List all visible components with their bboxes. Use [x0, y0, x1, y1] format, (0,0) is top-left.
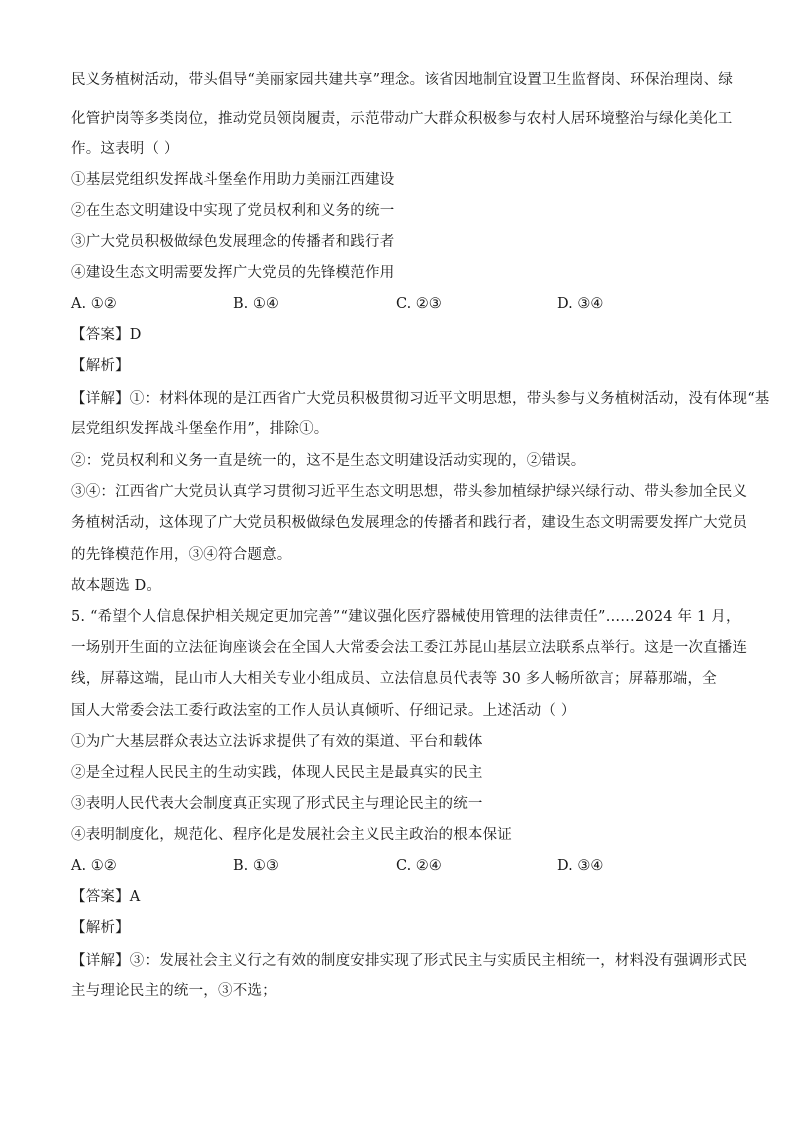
q4-statement-3: ③广大党员积极做绿色发展理念的传播者和践行者: [71, 234, 395, 250]
q4-statement-1: ①基层党组织发挥战斗堡垒作用助力美丽江西建设: [71, 172, 395, 188]
q4-option-d: D. ③④: [557, 296, 604, 312]
q4-analysis-label: 【解析】: [71, 358, 130, 374]
q4-detail-line-3: ②：党员权利和义务一直是统一的，这不是生态文明建设活动实现的，②错误。: [71, 453, 586, 469]
q5-stem-line-2: 一场别开生面的立法征询座谈会在全国人大常委会法工委江苏昆山基层立法联系点举行。这是一次直播连: [71, 640, 748, 656]
q4-detail-line-1: 【详解】①：材料体现的是江西省广大党员积极贯彻习近平文明思想，带头参与义务植树活动，没有体现“基: [71, 391, 770, 407]
q4-stem-line-3: 作。这表明（ ）: [71, 141, 179, 157]
q5-option-b: B. ①③: [233, 858, 279, 874]
q4-statement-2: ②在生态文明建设中实现了党员权利和义务的统一: [71, 203, 395, 219]
q5-detail-line-2: 主与理论民主的统一，③不选；: [71, 983, 277, 999]
q4-detail-line-6: 的先锋模范作用，③④符合题意。: [71, 547, 292, 563]
q4-stem-line-1: 民义务植树活动，带头倡导“美丽家园共建共享”理念。该省因地制宜设置卫生监督岗、环保治理岗、绿: [71, 72, 734, 88]
q5-analysis-label: 【解析】: [71, 920, 130, 936]
q4-statement-4: ④建设生态文明需要发挥广大党员的先锋模范作用: [71, 265, 395, 281]
q4-option-b: B. ①④: [233, 296, 279, 312]
q4-detail-line-2: 层党组织发挥战斗堡垒作用”，排除①。: [71, 421, 329, 437]
q5-option-c: C. ②④: [396, 858, 442, 874]
q4-stem-line-2: 化管护岗等多类岗位，推动党员领岗履责，示范带动广大群众积极参与农村人居环境整治与绿化美化工: [71, 111, 733, 127]
q5-detail-line-1: 【详解】③：发展社会主义行之有效的制度安排实现了形式民主与实质民主相统一，材料没有强调形式民: [71, 953, 748, 969]
q5-statement-4: ④表明制度化，规范化、程序化是发展社会主义民主政治的根本保证: [71, 827, 512, 843]
q4-detail-line-4: ③④：江西省广大党员认真学习贯彻习近平生态文明思想，带头参加植绿护绿兴绿行动、带头参加全民义: [71, 484, 748, 500]
q5-answer: 【答案】A: [71, 889, 141, 905]
q5-option-d: D. ③④: [557, 858, 604, 874]
q4-conclusion: 故本题选 D。: [71, 578, 162, 594]
q4-detail-line-5: 务植树活动，这体现了广大党员积极做绿色发展理念的传播者和践行者，建设生态文明需要发挥广大党员: [71, 515, 748, 531]
q4-option-c: C. ②③: [396, 296, 442, 312]
q5-stem-line-1: 5. “希望个人信息保护相关规定更加完善”“建议强化医疗器械使用管理的法律责任”……2024 年 1 月，: [71, 609, 741, 625]
q5-statement-3: ③表明人民代表大会制度真正实现了形式民主与理论民主的统一: [71, 796, 483, 812]
q5-stem-line-4: 国人大常委会法工委行政法室的工作人员认真倾听、仔细记录。上述活动（ ）: [71, 703, 576, 719]
q4-answer: 【答案】D: [71, 327, 142, 343]
q5-statement-1: ①为广大基层群众表达立法诉求提供了有效的渠道、平台和载体: [71, 734, 483, 750]
q5-option-a: A. ①②: [71, 858, 117, 874]
q5-stem-line-3: 线，屏幕这端，昆山市人大相关专业小组成员、立法信息员代表等 30 多人畅所欲言；屏幕那端，全: [71, 671, 717, 687]
q4-option-a: A. ①②: [71, 296, 117, 312]
q5-statement-2: ②是全过程人民民主的生动实践，体现人民民主是最真实的民主: [71, 765, 483, 781]
